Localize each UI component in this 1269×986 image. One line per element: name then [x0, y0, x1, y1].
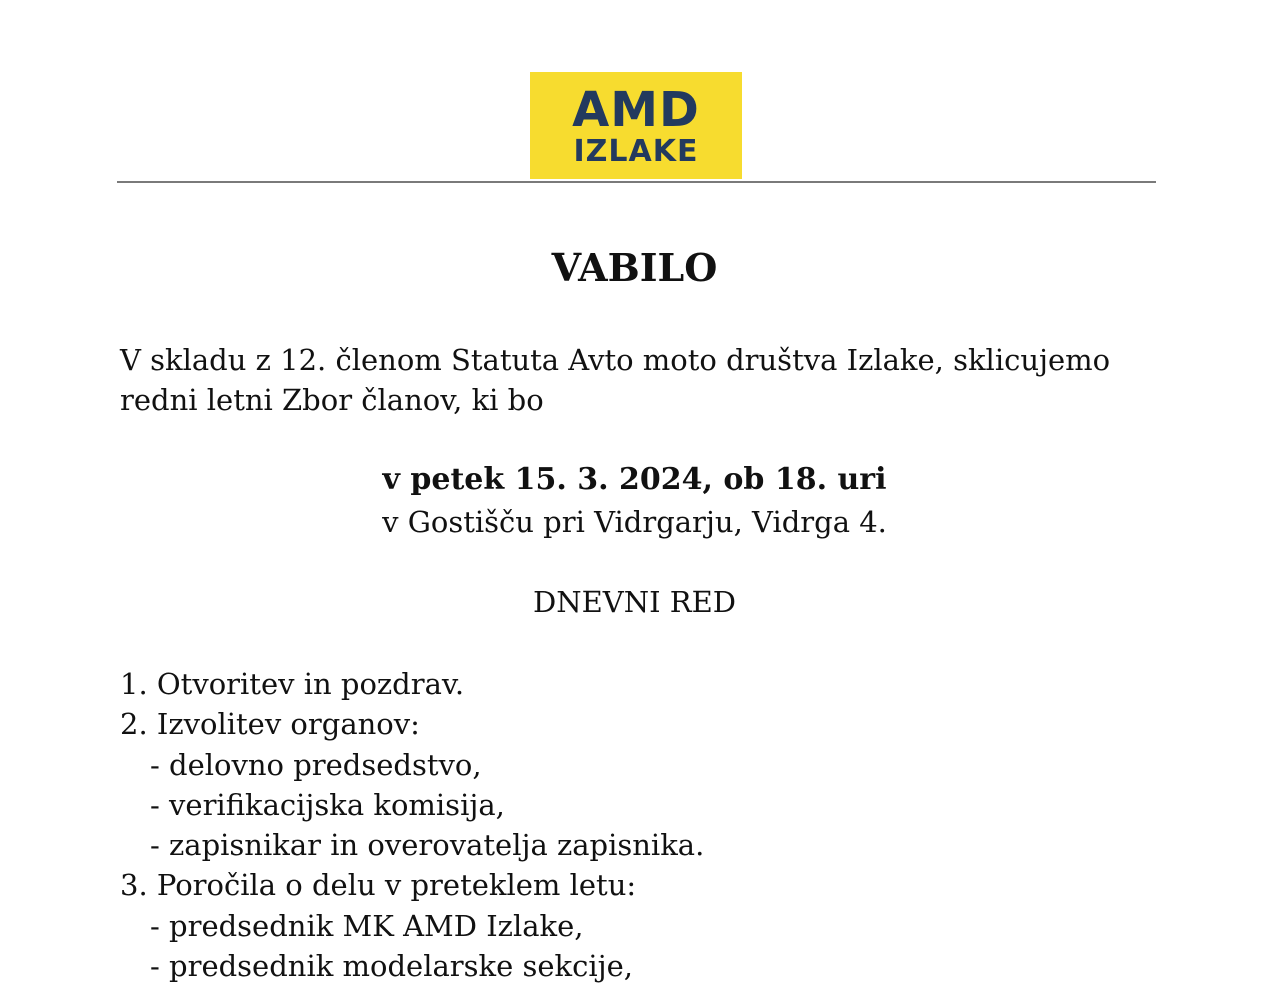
intro-line: V skladu z 12. členom Statuta Avto moto društva Izlake, sklicujemo: [120, 343, 1111, 377]
intro-paragraph: [120, 340, 1160, 420]
header-divider: [117, 181, 1156, 183]
amd-izlake-logo: [530, 72, 742, 179]
agenda-item: 3. Poročila o delu v preteklem letu:: [120, 868, 637, 903]
intro-line: redni letni Zbor članov, ki bo: [120, 383, 544, 417]
meeting-location: v Gostišču pri Vidrgarju, Vidrga 4.: [382, 505, 887, 539]
agenda-subitem: - delovno predsedstvo,: [150, 747, 482, 782]
document-title: VABILO: [551, 245, 718, 290]
agenda-subitem: - verifikacijska komisija,: [150, 787, 505, 822]
agenda-subitem: - zapisnikar in overovatelja zapisnika.: [150, 828, 705, 863]
logo-text-amd: AMD: [572, 82, 700, 138]
agenda-item: 2. Izvolitev organov:: [120, 707, 420, 742]
agenda-item: 1. Otvoritev in pozdrav.: [120, 667, 465, 701]
agenda-subitem: - predsednik modelarske sekcije,: [150, 949, 633, 984]
meeting-date-time: v petek 15. 3. 2024, ob 18. uri: [382, 462, 887, 497]
agenda-heading: DNEVNI RED: [532, 585, 737, 619]
logo-text-izlake: IZLAKE: [573, 134, 699, 169]
agenda-list: [120, 664, 1160, 986]
agenda-subitem: - predsednik MK AMD Izlake,: [150, 908, 584, 943]
